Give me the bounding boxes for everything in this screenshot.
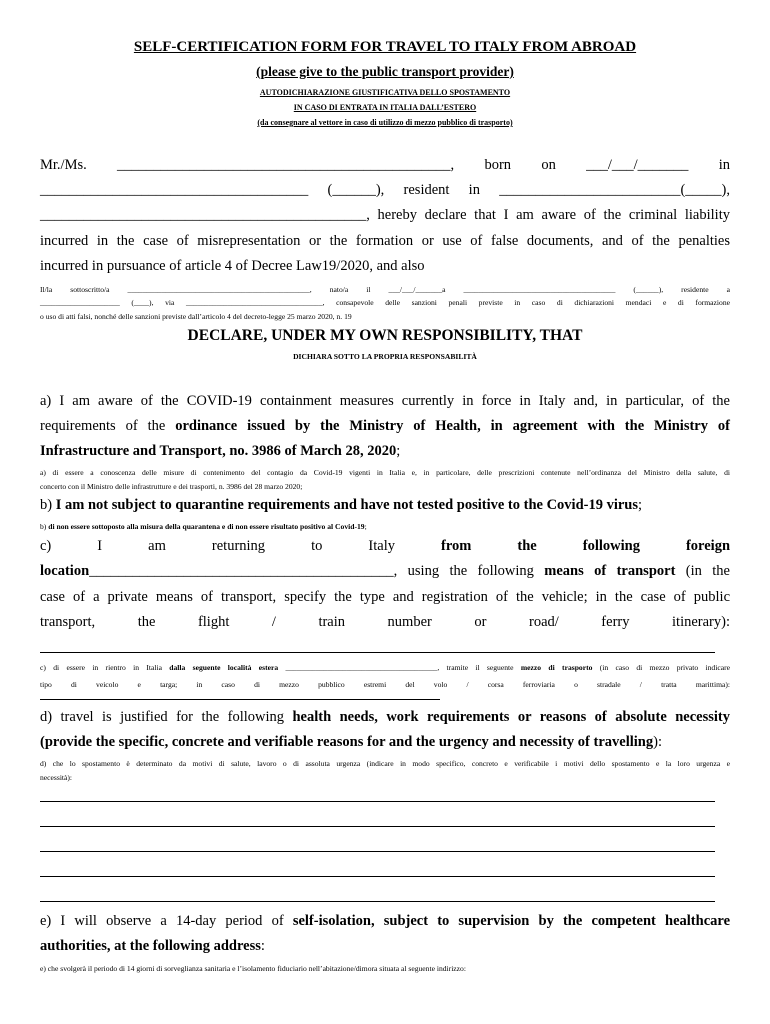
title-english: SELF-CERTIFICATION FORM FOR TRAVEL TO ITALY FROM ABROAD bbox=[133, 39, 637, 55]
declare-heading-italian: DICHIARA SOTTO LA PROPRIA RESPONSABILITÀ bbox=[293, 352, 477, 361]
section-e-italian: e) che svolgerà il periodo di 14 giorni di sorveglianza sanitaria e l’isolamento fiduciario nell’abitazione/dimora situata al seguente indirizzo: bbox=[40, 964, 466, 973]
title-italian: AUTODICHIARAZIONE GIUSTIFICATIVA DELLO SPOSTAMENTO bbox=[259, 88, 511, 97]
section-e-line-2: authorities, at the following address: bbox=[40, 938, 265, 954]
section-c-line-3: case of a private means of transport, specify the type and registration of the vehicle; in the case of public bbox=[40, 589, 730, 605]
declare-heading: DECLARE, UNDER MY OWN RESPONSIBILITY, THAT bbox=[187, 327, 583, 344]
section-d-italian-2: necessità): bbox=[40, 773, 73, 782]
section-c-italian-2: tipo di veicolo e targa; in caso di mezzo pubblico estremi del volo / corsa ferroviaria o stradale / tratta marittima): bbox=[40, 680, 730, 689]
section-b-line: b) I am not subject to quarantine requirements and have not tested positive to the Covid-19 virus; bbox=[40, 497, 643, 513]
section-a-line-2: requirements of the ordinance issued by the Ministry of Health, in agreement with the Ministry of bbox=[40, 418, 730, 434]
subtitle-english: (please give to the public transport provider) bbox=[256, 64, 514, 79]
section-c-italian-blank-line[interactable] bbox=[40, 699, 440, 700]
intro-line-1: Mr./Ms. ______________________________________________, born on ___/___/_______ in bbox=[40, 157, 730, 173]
section-d-line-1: d) travel is justified for the following health needs, work requirements or reasons of absolute necessity bbox=[40, 709, 730, 725]
section-d-blank-line-5[interactable] bbox=[40, 901, 715, 902]
intro-line-5: incurred in pursuance of article 4 of Decree Law19/2020, and also bbox=[40, 258, 425, 274]
section-d-line-2: (provide the specific, concrete and verifiable reasons for and the urgency and necessity of travelling): bbox=[40, 734, 662, 750]
section-b-italian: b) di non essere sottoposto alla misura della quarantena e di non essere risultato positivo al Covid-19; bbox=[40, 522, 367, 531]
intro-line-2: _____________________________________ (______), resident in _________________________(_____), bbox=[40, 182, 730, 198]
section-c-line-4: transport, the flight / train number or road/ ferry itinerary): bbox=[40, 614, 730, 630]
section-c-italian-1: c) di essere in rientro in Italia dalla seguente località estera ________________________________________, tramite il seguente mezzo di trasporto (in caso di mezzo privato indicare bbox=[40, 663, 730, 672]
section-d-blank-line-3[interactable] bbox=[40, 851, 715, 852]
subtitle-italian: (da consegnare al vettore in caso di utilizzo di mezzo pubblico di trasporto) bbox=[257, 118, 513, 127]
section-d-blank-line-2[interactable] bbox=[40, 826, 715, 827]
section-c-line-2: location__________________________________________, using the following means of transport (in the bbox=[40, 563, 730, 579]
section-a-line-3: Infrastructure and Transport, no. 3986 of March 28, 2020; bbox=[40, 443, 401, 459]
section-c-line-1: c) I am returning to Italy from the following foreign bbox=[40, 538, 731, 554]
section-a-italian-2: concerto con il Ministro delle infrastrutture e dei trasporti, n. 3986 del 28 marzo 2020; bbox=[40, 482, 303, 491]
section-c-blank-line[interactable] bbox=[40, 652, 715, 653]
intro-italian-1: Il/la sottoscritto/a ________________________________________________, nato/a il ___/___/_______a ________________________________________ (______), residente a bbox=[40, 285, 730, 294]
section-d-blank-line-4[interactable] bbox=[40, 876, 715, 877]
title-italian-2: IN CASO DI ENTRATA IN ITALIA DALL’ESTERO bbox=[293, 103, 477, 112]
intro-italian-2: _____________________ (____), via ____________________________________, consapevole delle sanzioni penali previste in caso di dichiarazioni mendaci e di formazione bbox=[40, 298, 730, 307]
section-a-line-1: a) I am aware of the COVID-19 containment measures currently in force in Italy and, in particular, of the bbox=[40, 393, 730, 409]
intro-line-3: _____________________________________________, hereby declare that I am aware of the criminal liability bbox=[40, 207, 730, 223]
section-d-blank-line-1[interactable] bbox=[40, 801, 715, 802]
section-e-line-1: e) I will observe a 14-day period of self-isolation, subject to supervision by the competent healthcare bbox=[40, 913, 730, 929]
section-a-italian-1: a) di essere a conoscenza delle misure di contenimento del contagio da Covid-19 vigenti in Italia e, in particolare, delle prescrizioni contenute nell’ordinanza del Ministro della salute, di bbox=[40, 468, 730, 477]
intro-italian-3: o uso di atti falsi, nonché delle sanzioni previste dall’articolo 4 del decreto-legge 25 marzo 2020, n. 19 bbox=[40, 312, 352, 321]
intro-line-4: incurred in the case of misrepresentation or the formation or use of false documents, and of the penalties bbox=[40, 233, 730, 249]
section-d-italian-1: d) che lo spostamento è determinato da motivi di salute, lavoro o di assoluta urgenza (indicare in modo specifico, concreto e verificabile i motivi dello spostamento e la loro urgenza e bbox=[40, 759, 730, 768]
